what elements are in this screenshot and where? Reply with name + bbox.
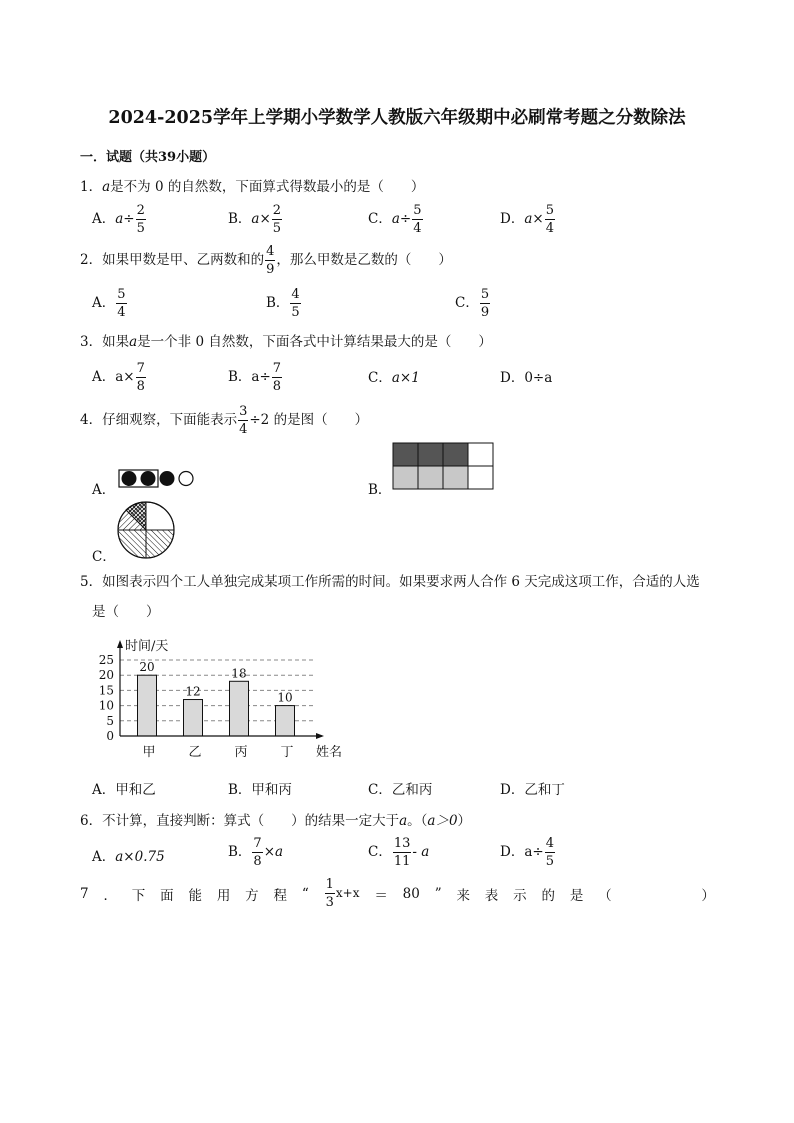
option-label: B． xyxy=(228,844,252,860)
option-label: A． xyxy=(92,849,116,865)
question-7 xyxy=(80,878,715,909)
option-label: C． xyxy=(368,211,392,227)
q6-option-a[interactable] xyxy=(92,845,165,865)
data-label: 10 xyxy=(277,690,293,705)
q2-option-c[interactable] xyxy=(455,288,491,319)
fraction: $\frac{2}{5}$ xyxy=(136,203,145,236)
option-label: D． xyxy=(500,844,525,860)
option-label: C． xyxy=(368,844,392,860)
q2-option-b[interactable] xyxy=(266,288,302,319)
question-6 xyxy=(80,809,471,829)
data-label: 12 xyxy=(185,684,201,699)
q3-option-a[interactable] xyxy=(92,362,147,393)
question-number: 2． xyxy=(80,252,103,268)
question-3 xyxy=(80,330,492,350)
option-label: D． xyxy=(500,211,525,227)
bar xyxy=(138,675,157,736)
q4-option-b[interactable] xyxy=(368,478,391,498)
fraction: $\frac{5}{4}$ xyxy=(117,287,126,320)
question-text: 。（ xyxy=(407,813,428,829)
question-5 xyxy=(80,570,700,590)
bar xyxy=(276,706,295,736)
option-label: B． xyxy=(368,482,392,498)
data-label: 18 xyxy=(231,666,247,681)
q5-option-a[interactable] xyxy=(92,778,156,798)
q1-option-d[interactable] xyxy=(500,204,556,235)
option-label: B． xyxy=(228,782,252,798)
question-text: ，那么甲数是乙数的（ ） xyxy=(276,252,452,268)
option-label: A． xyxy=(92,782,116,798)
question-text: 仔细观察，下面能表示 xyxy=(102,412,238,428)
bar-chart xyxy=(90,632,360,762)
option-label: A． xyxy=(92,369,116,385)
fraction: $\frac{2}{5}$ xyxy=(272,203,282,236)
question-text: 如图表示四个工人单独完成某项工作所需的时间。如果要求两人合作 6 天完成这项工作，合适的人选 xyxy=(102,574,700,590)
fraction: $\frac{3}{4}$ xyxy=(239,404,248,437)
option-label: C． xyxy=(368,782,392,798)
option-expr: a÷ xyxy=(251,369,271,385)
option-label: C． xyxy=(368,370,392,386)
variable: a xyxy=(129,334,138,350)
option-text: 乙和丁 xyxy=(524,782,565,798)
q7-char: 面 xyxy=(160,887,174,904)
option-label: C． xyxy=(92,549,116,565)
fraction: $\frac{5}{4}$ xyxy=(545,203,554,236)
option-label: B． xyxy=(228,369,252,385)
circles-figure xyxy=(117,468,197,490)
y-tick-label: 15 xyxy=(98,683,114,698)
option-label: C． xyxy=(455,295,479,311)
question-5-line-2: 是（ ） xyxy=(92,604,160,620)
q2-option-a[interactable] xyxy=(92,288,128,319)
option-expr: - a xyxy=(412,844,430,860)
fraction: $\frac{13}{11}$ xyxy=(393,836,411,869)
y-tick-label: 25 xyxy=(98,653,114,667)
q7-char: 来 xyxy=(456,887,470,904)
question-number: 6． xyxy=(80,813,103,829)
question-text: ÷2 的是图（ ） xyxy=(249,412,369,428)
q7-char: 下 xyxy=(131,887,146,904)
x-tick-label: 乙 xyxy=(188,745,202,760)
question-number: 3． xyxy=(80,334,103,350)
fraction: $\frac{5}{4}$ xyxy=(413,203,422,236)
option-label: A． xyxy=(92,482,116,498)
fraction: $\frac{4}{9}$ xyxy=(266,244,275,277)
option-expr: a÷ xyxy=(115,211,135,227)
question-1 xyxy=(80,175,424,195)
condition: a＞0 xyxy=(427,813,458,829)
question-number: 5． xyxy=(80,574,103,590)
fraction: $\frac{7}{8}$ xyxy=(272,361,282,394)
x-axis-arrow xyxy=(316,733,324,739)
q1-option-a[interactable] xyxy=(92,204,147,235)
q7-char: 方 xyxy=(245,887,259,904)
x-tick-label: 丙 xyxy=(234,745,248,760)
option-text: 甲和乙 xyxy=(115,782,156,798)
q3-option-b[interactable] xyxy=(228,362,283,393)
q6-option-c[interactable] xyxy=(368,837,429,868)
q7-char: ” xyxy=(434,885,442,902)
section-heading: 一．试题（共39小题） xyxy=(80,150,216,165)
q5-option-d[interactable] xyxy=(500,778,565,798)
y-axis-arrow xyxy=(117,640,123,648)
q7-char: 表 xyxy=(484,887,499,904)
option-label: D． xyxy=(500,370,525,386)
q7-char: ． xyxy=(103,887,117,904)
x-tick-label: 甲 xyxy=(142,745,156,760)
option-label: B． xyxy=(228,211,252,227)
q7-equation: $\frac{1}{3}$ x+x xyxy=(325,877,360,910)
question-number: 7 xyxy=(80,885,89,902)
q7-char: 示 xyxy=(513,887,527,904)
option-expr: ×a xyxy=(263,844,284,860)
fraction: $\frac{4}{5}$ xyxy=(291,287,300,320)
q7-char: 的 xyxy=(541,887,555,904)
option-label: A． xyxy=(92,211,116,227)
question-text: ） xyxy=(457,813,472,829)
option-expr: a×1 xyxy=(391,370,420,386)
option-text: 乙和丙 xyxy=(391,782,433,798)
q1-option-b[interactable] xyxy=(228,204,283,235)
data-label: 20 xyxy=(139,660,155,675)
q7-char: （ xyxy=(598,887,612,904)
bar xyxy=(184,700,203,736)
pie-figure xyxy=(114,499,178,561)
fraction: $\frac{7}{8}$ xyxy=(136,361,145,394)
q7-char: 能 xyxy=(188,887,202,904)
variable: a xyxy=(102,179,111,195)
x-axis-label: 姓名 xyxy=(316,745,343,760)
question-text: 是不为 0 的自然数，下面算式得数最小的是（ ） xyxy=(110,179,425,195)
option-expr: a×0.75 xyxy=(115,849,165,865)
y-tick-label: 5 xyxy=(106,713,114,728)
q5-option-b[interactable] xyxy=(228,778,292,798)
option-label: A． xyxy=(92,295,116,311)
question-4 xyxy=(80,405,368,436)
q7-char: “ xyxy=(301,885,309,902)
q5-option-c[interactable] xyxy=(368,778,432,798)
option-label: D． xyxy=(500,782,525,798)
option-expr: 0÷a xyxy=(524,370,553,386)
option-expr: a÷ xyxy=(524,844,544,860)
q4-option-a[interactable] xyxy=(92,478,115,498)
question-text: 如果甲数是甲、乙两数和的 xyxy=(102,252,265,268)
option-expr: a× xyxy=(115,369,135,385)
y-tick-label: 0 xyxy=(106,729,114,743)
question-text: 不计算，直接判断：算式（ ）的结果一定大于 xyxy=(102,813,400,829)
fraction: $\frac{5}{9}$ xyxy=(480,287,490,320)
grid-figure xyxy=(392,441,495,491)
page-title: 2024-2025学年上学期小学数学人教版六年级期中必刷常考题之分数除法 xyxy=(108,108,686,128)
option-expr: a÷ xyxy=(391,211,412,227)
q7-char: 程 xyxy=(273,887,287,904)
option-text: 甲和丙 xyxy=(251,782,292,798)
q6-option-b[interactable] xyxy=(228,837,283,868)
variable: a xyxy=(399,813,408,829)
option-expr: a× xyxy=(524,211,544,227)
fraction: $\frac{4}{5}$ xyxy=(545,836,554,869)
q7-char: ） xyxy=(701,887,715,904)
q7-char: ＝ xyxy=(374,887,388,904)
fraction: $\frac{7}{8}$ xyxy=(253,836,262,869)
q6-option-d[interactable] xyxy=(500,837,556,868)
q1-option-c[interactable] xyxy=(368,204,424,235)
q7-char: 80 xyxy=(402,885,420,902)
q7-char: 是 xyxy=(569,887,584,904)
y-axis-label: 时间/天 xyxy=(125,639,169,654)
bar xyxy=(230,681,249,736)
question-number: 1． xyxy=(80,179,103,195)
option-label: B． xyxy=(266,295,290,311)
option-expr: a× xyxy=(251,211,271,227)
question-text: 是一个非 0 自然数，下面各式中计算结果最大的是（ ） xyxy=(137,334,492,350)
question-2 xyxy=(80,245,452,276)
q3-option-c[interactable] xyxy=(368,366,420,386)
question-number: 4． xyxy=(80,412,103,428)
q3-option-d[interactable] xyxy=(500,366,552,386)
x-tick-label: 丁 xyxy=(280,745,294,760)
y-tick-label: 20 xyxy=(98,668,114,683)
q7-char: 用 xyxy=(216,887,231,904)
q4-option-c[interactable] xyxy=(92,545,116,565)
question-text: 如果 xyxy=(102,334,130,350)
y-tick-label: 10 xyxy=(98,698,114,713)
